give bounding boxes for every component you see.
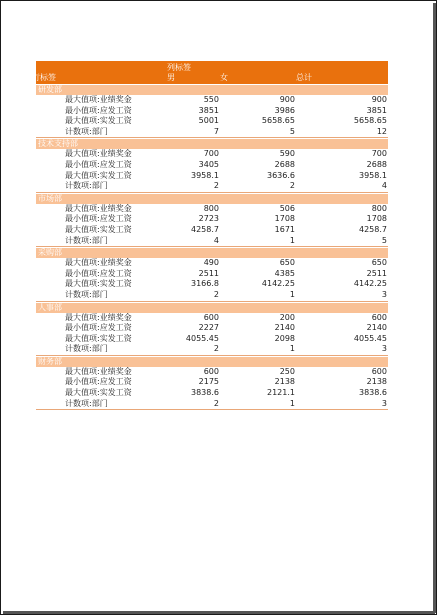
value-female: 5658.65 <box>261 116 295 126</box>
table-row[interactable] <box>36 279 388 290</box>
table-row[interactable] <box>36 204 388 215</box>
table-row[interactable] <box>36 388 388 399</box>
row-labels-caption[interactable]: 行标签 <box>32 73 56 82</box>
row-label: 计数项:部门 <box>65 398 108 408</box>
value-female: 2140 <box>274 323 295 333</box>
table-row[interactable] <box>36 344 388 356</box>
table-row[interactable] <box>36 399 388 411</box>
table-row[interactable] <box>36 116 388 127</box>
table-row[interactable] <box>36 236 388 248</box>
value-female: 1 <box>289 235 295 245</box>
column-header-male[interactable]: 男 <box>167 73 175 82</box>
value-total: 12 <box>376 126 387 136</box>
group-header-row[interactable] <box>36 194 388 204</box>
group-header-row[interactable] <box>36 248 388 258</box>
value-male: 2 <box>213 181 219 191</box>
value-total: 2511 <box>366 268 387 278</box>
value-total: 4055.45 <box>353 333 387 343</box>
row-label: 最大值项:业绩奖金 <box>65 312 132 322</box>
value-total: 650 <box>371 258 387 268</box>
value-total: 4 <box>381 181 387 191</box>
column-labels-caption[interactable]: 列标签 <box>167 63 191 72</box>
table-row[interactable] <box>36 334 388 345</box>
row-label: 最小值项:应发工资 <box>65 377 132 387</box>
table-row[interactable] <box>36 225 388 236</box>
value-male: 700 <box>203 149 219 159</box>
pivot-table <box>32 61 388 410</box>
value-male: 550 <box>203 95 219 104</box>
value-female: 3986 <box>274 105 295 115</box>
page-shadow-right <box>433 3 436 613</box>
value-total: 5 <box>381 235 387 245</box>
value-female: 900 <box>279 95 295 104</box>
value-total: 3851 <box>366 105 387 115</box>
value-male: 3958.1 <box>191 170 219 180</box>
value-male: 5001 <box>198 116 219 126</box>
value-female: 4142.25 <box>261 279 295 289</box>
value-female: 2138 <box>274 377 295 387</box>
value-female: 1 <box>289 398 295 408</box>
value-total: 900 <box>371 95 387 104</box>
value-male: 490 <box>203 258 219 268</box>
table-row[interactable] <box>36 290 388 302</box>
value-total: 1708 <box>366 214 387 224</box>
value-female: 2688 <box>274 159 295 169</box>
value-female: 4385 <box>274 268 295 278</box>
value-total: 3 <box>381 289 387 299</box>
value-female: 1671 <box>274 224 295 234</box>
row-label: 计数项:部门 <box>65 235 108 245</box>
table-row[interactable] <box>36 323 388 334</box>
value-total: 3 <box>381 344 387 354</box>
table-row[interactable] <box>36 127 388 139</box>
value-male: 3405 <box>198 159 219 169</box>
row-label: 最大值项:实发工资 <box>65 116 132 126</box>
pivot-header <box>32 61 388 84</box>
table-row[interactable] <box>36 171 388 182</box>
row-label: 最大值项:实发工资 <box>65 279 132 289</box>
table-row[interactable] <box>36 377 388 388</box>
value-female: 1 <box>289 344 295 354</box>
value-total: 800 <box>371 203 387 213</box>
table-row[interactable] <box>36 160 388 171</box>
group-header-row[interactable] <box>36 357 388 367</box>
value-female: 1 <box>289 289 295 299</box>
value-total: 5658.65 <box>353 116 387 126</box>
table-row[interactable] <box>36 367 388 378</box>
value-male: 4055.45 <box>185 333 219 343</box>
column-header-female[interactable]: 女 <box>220 73 228 82</box>
value-male: 2511 <box>198 268 219 278</box>
page-shadow-bottom <box>3 611 435 614</box>
value-female: 506 <box>279 203 295 213</box>
value-total: 2688 <box>366 159 387 169</box>
value-male: 800 <box>203 203 219 213</box>
group-name: 采购部 <box>38 248 62 258</box>
group-name: 研发部 <box>38 85 62 94</box>
row-label: 计数项:部门 <box>65 344 108 354</box>
table-row[interactable] <box>36 258 388 269</box>
row-label: 最大值项:业绩奖金 <box>65 258 132 268</box>
row-label: 最小值项:应发工资 <box>65 323 132 333</box>
group-header-row[interactable] <box>36 303 388 313</box>
row-label: 最小值项:应发工资 <box>65 214 132 224</box>
group-header-row[interactable] <box>36 85 388 95</box>
row-label: 最小值项:应发工资 <box>65 268 132 278</box>
value-total: 3838.6 <box>359 388 387 398</box>
value-total: 3 <box>381 398 387 408</box>
value-male: 600 <box>203 312 219 322</box>
row-label: 计数项:部门 <box>65 181 108 191</box>
table-row[interactable] <box>36 313 388 324</box>
value-female: 250 <box>279 366 295 376</box>
column-header-total[interactable]: 总计 <box>296 73 312 82</box>
value-male: 3166.8 <box>191 279 219 289</box>
row-label: 最大值项:实发工资 <box>65 333 132 343</box>
table-row[interactable] <box>36 95 388 106</box>
value-male: 4 <box>213 235 219 245</box>
group-name: 技术支持部 <box>38 139 78 149</box>
row-label: 最大值项:业绩奖金 <box>65 149 132 159</box>
row-label: 最大值项:业绩奖金 <box>65 203 132 213</box>
row-label: 计数项:部门 <box>65 126 108 136</box>
table-row[interactable] <box>36 106 388 117</box>
value-total: 700 <box>371 149 387 159</box>
group-name: 人事部 <box>38 302 62 312</box>
value-male: 600 <box>203 366 219 376</box>
value-male: 2723 <box>198 214 219 224</box>
value-total: 4142.25 <box>353 279 387 289</box>
row-label: 最大值项:实发工资 <box>65 170 132 180</box>
pivot-body <box>36 85 388 410</box>
group-name: 市场部 <box>38 193 62 203</box>
group-header-row[interactable] <box>36 139 388 149</box>
value-total: 3958.1 <box>359 170 387 180</box>
value-total: 600 <box>371 312 387 322</box>
row-label: 最大值项:业绩奖金 <box>65 95 132 104</box>
value-total: 2140 <box>366 323 387 333</box>
value-male: 3838.6 <box>191 388 219 398</box>
table-row[interactable] <box>36 149 388 160</box>
group-name: 财务部 <box>38 356 62 366</box>
value-female: 650 <box>279 258 295 268</box>
table-row[interactable] <box>36 181 388 193</box>
table-row[interactable] <box>36 214 388 225</box>
value-male: 4258.7 <box>191 224 219 234</box>
row-label: 最大值项:实发工资 <box>65 388 132 398</box>
value-male: 2 <box>213 289 219 299</box>
value-female: 5 <box>289 126 295 136</box>
row-label: 最大值项:实发工资 <box>65 224 132 234</box>
value-female: 590 <box>279 149 295 159</box>
table-row[interactable] <box>36 269 388 280</box>
row-label: 最大值项:业绩奖金 <box>65 366 132 376</box>
value-male: 2 <box>213 344 219 354</box>
value-female: 2121.1 <box>267 388 295 398</box>
value-male: 2227 <box>198 323 219 333</box>
value-female: 3636.6 <box>267 170 295 180</box>
value-female: 2 <box>289 181 295 191</box>
value-female: 1708 <box>274 214 295 224</box>
value-total: 2138 <box>366 377 387 387</box>
value-male: 3851 <box>198 105 219 115</box>
value-female: 2098 <box>274 333 295 343</box>
value-female: 200 <box>279 312 295 322</box>
value-total: 4258.7 <box>359 224 387 234</box>
value-male: 2 <box>213 398 219 408</box>
value-male: 7 <box>213 126 219 136</box>
value-total: 600 <box>371 366 387 376</box>
row-label: 最小值项:应发工资 <box>65 159 132 169</box>
row-label: 计数项:部门 <box>65 289 108 299</box>
value-male: 2175 <box>198 377 219 387</box>
row-label: 最小值项:应发工资 <box>65 105 132 115</box>
